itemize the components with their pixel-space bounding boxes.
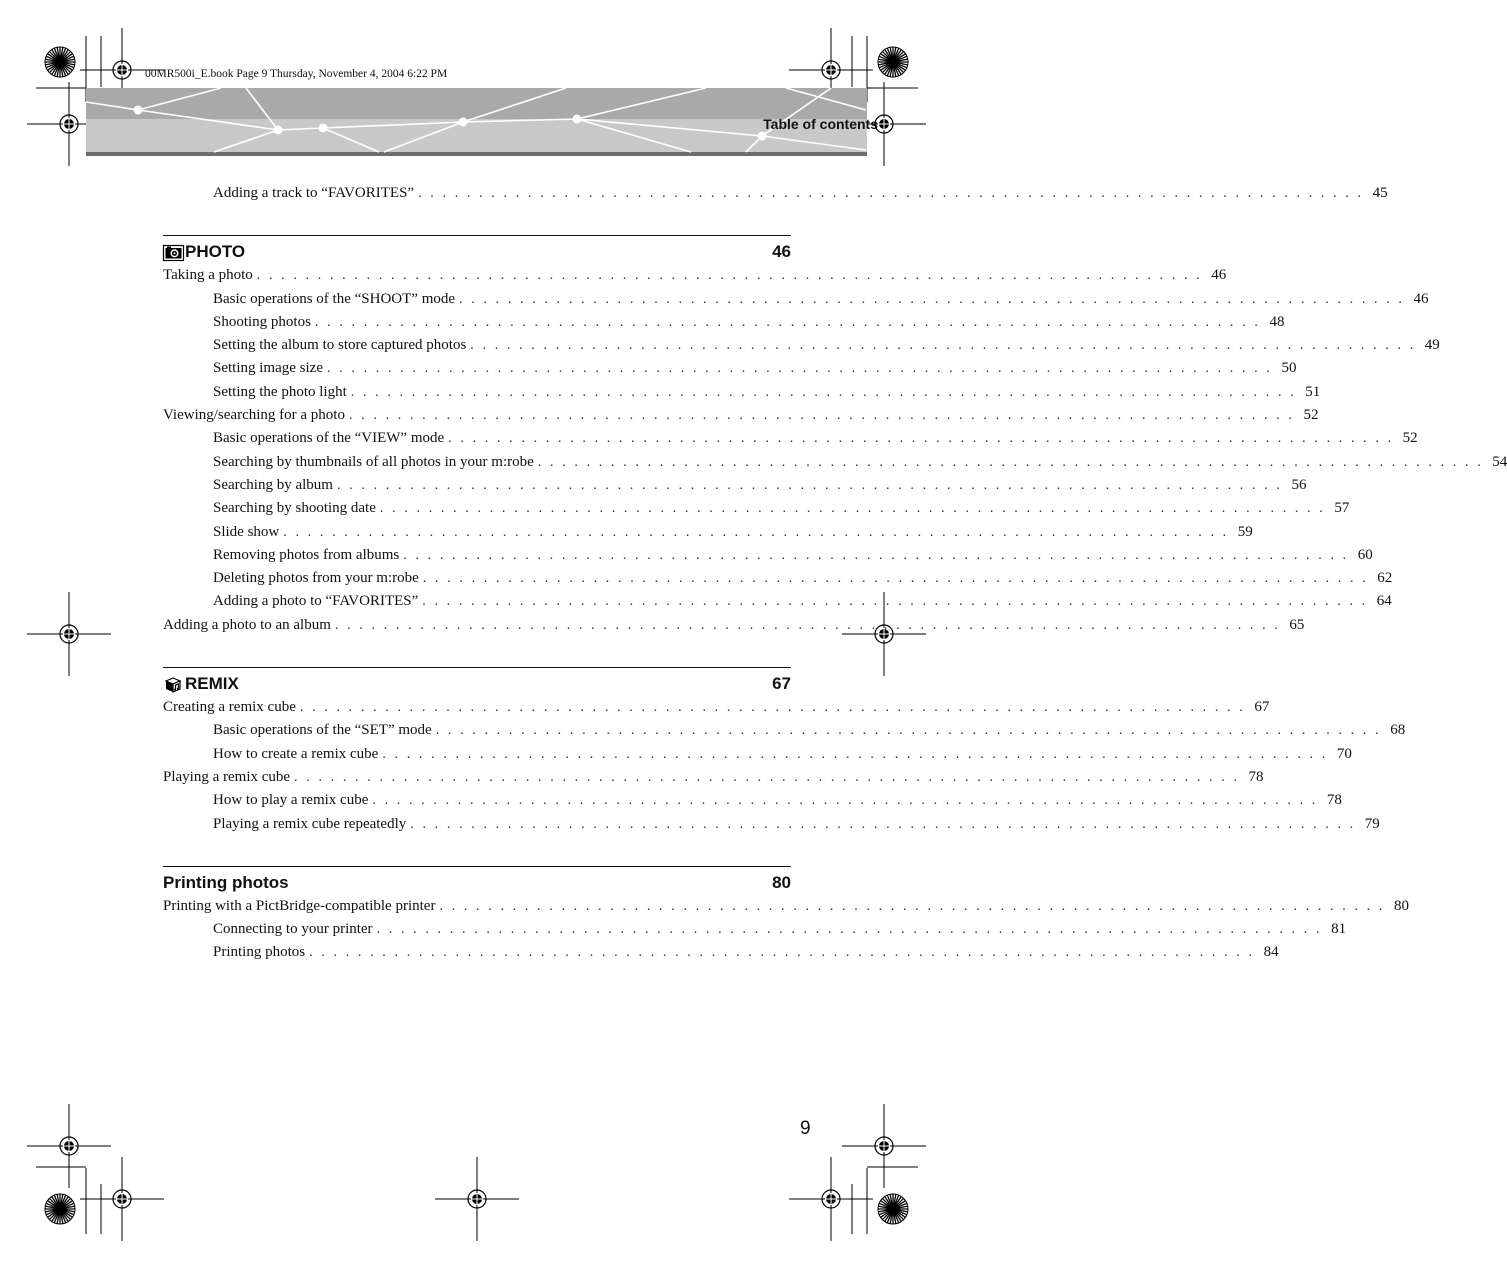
running-header-title: Table of contents xyxy=(763,116,878,132)
dot-leader: . . . . . . . . . . . . . . . . . . . . . . . . . . . . . . . . . . . . . . . . . . . . . . . . . . . . . . . . . . . . . . . . . . . . . . . . . . . . . . xyxy=(537,454,1484,470)
dot-leader: . . . . . . . . . . . . . . . . . . . . . . . . . . . . . . . . . . . . . . . . . . . . . . . . . . . . . . . . . . . . . . . . . . . . . . . . . . . . . . xyxy=(403,547,1349,563)
toc-entry[interactable] xyxy=(163,497,1350,520)
camera-icon xyxy=(163,244,184,261)
toc-entry-page: 52 xyxy=(1303,407,1319,424)
toc-entry[interactable] xyxy=(163,544,1373,567)
starburst-mark-bottom-left xyxy=(45,1194,75,1224)
toc-entry[interactable] xyxy=(163,381,1321,404)
section-title: REMIX xyxy=(185,674,239,694)
toc-entry-page: 52 xyxy=(1402,430,1418,447)
toc-entry[interactable] xyxy=(163,288,1429,311)
section-title-wrap xyxy=(163,674,239,694)
toc-entry-label: Searching by album xyxy=(213,476,333,493)
toc-entry[interactable] xyxy=(163,766,1264,789)
toc-entry[interactable] xyxy=(163,918,1347,941)
toc-entry-page: 78 xyxy=(1248,768,1264,785)
toc-entry-label: How to play a remix cube xyxy=(213,792,369,809)
toc-entry[interactable] xyxy=(163,404,1319,427)
toc-entry-page: 56 xyxy=(1291,476,1307,493)
crosshair-mark xyxy=(27,1104,111,1188)
toc-entry-label: Adding a photo to an album xyxy=(163,616,331,633)
dot-leader: . . . . . . . . . . . . . . . . . . . . . . . . . . . . . . . . . . . . . . . . . . . . . . . . . . . . . . . . . . . . . . . . . . . . . . . . . . . . . . xyxy=(283,524,1229,540)
toc-entry-label: Deleting photos from your m:robe xyxy=(213,570,419,587)
dot-leader: . . . . . . . . . . . . . . . . . . . . . . . . . . . . . . . . . . . . . . . . . . . . . . . . . . . . . . . . . . . . . . . . . . . . . . . . . . . . . . xyxy=(348,408,1295,424)
dot-leader: . . . . . . . . . . . . . . . . . . . . . . . . . . . . . . . . . . . . . . . . . . . . . . . . . . . . . . . . . . . . . . . . . . . . . . . . . . . . . . xyxy=(470,338,1416,354)
toc-entry-label: Printing photos xyxy=(213,944,306,961)
dot-leader: . . . . . . . . . . . . . . . . . . . . . . . . . . . . . . . . . . . . . . . . . . . . . . . . . . . . . . . . . . . . . . . . . . . . . . . . . . . . . . xyxy=(314,314,1261,330)
section-heading[interactable] xyxy=(163,672,791,696)
toc-entry[interactable] xyxy=(163,451,1507,474)
toc-entry-label: Printing with a PictBridge-compatible printer xyxy=(163,897,436,914)
toc-entry-label: Basic operations of the “SHOOT” mode xyxy=(213,290,456,307)
toc-entry-label: Shooting photos xyxy=(213,313,311,330)
toc-entry-label: Searching by thumbnails of all photos in your m:robe xyxy=(213,453,534,470)
toc-entry[interactable] xyxy=(163,334,1440,357)
toc-entry-page: 62 xyxy=(1377,570,1393,587)
toc-entry-label: Playing a remix cube xyxy=(163,768,291,785)
dot-leader: . . . . . . . . . . . . . . . . . . . . . . . . . . . . . . . . . . . . . . . . . . . . . . . . . . . . . . . . . . . . . . . . . . . . . . . . . . . . . . xyxy=(309,945,1255,961)
dot-leader: . . . . . . . . . . . . . . . . . . . . . . . . . . . . . . . . . . . . . . . . . . . . . . . . . . . . . . . . . . . . . . . . . . . . . . . . . . . . . . xyxy=(382,746,1328,762)
toc-entry[interactable] xyxy=(163,719,1406,742)
dot-leader: . . . . . . . . . . . . . . . . . . . . . . . . . . . . . . . . . . . . . . . . . . . . . . . . . . . . . . . . . . . . . . . . . . . . . . . . . . . . . . xyxy=(350,384,1297,400)
dot-leader: . . . . . . . . . . . . . . . . . . . . . . . . . . . . . . . . . . . . . . . . . . . . . . . . . . . . . . . . . . . . . . . . . . . . . . . . . . . . . . xyxy=(379,501,1326,517)
toc-entry[interactable] xyxy=(163,813,1380,836)
toc-entry-label: Taking a photo xyxy=(163,267,253,284)
dot-leader: . . . . . . . . . . . . . . . . . . . . . . . . . . . . . . . . . . . . . . . . . . . . . . . . . . . . . . . . . . . . . . . . . . . . . . . . . . . . . . xyxy=(448,431,1394,447)
toc-entry[interactable] xyxy=(163,521,1253,544)
toc-entry[interactable] xyxy=(163,357,1297,380)
toc-entry-page: 49 xyxy=(1424,337,1440,354)
header-banner xyxy=(86,88,867,156)
toc-entry-page: 60 xyxy=(1357,546,1373,563)
crosshair-mark xyxy=(27,592,111,676)
dot-leader: . . . . . . . . . . . . . . . . . . . . . . . . . . . . . . . . . . . . . . . . . . . . . . . . . . . . . . . . . . . . . . . . . . . . . . . . . . . . . . xyxy=(422,571,1369,587)
toc-entry-label: Setting the photo light xyxy=(213,383,347,400)
toc-entry-page: 57 xyxy=(1334,500,1350,517)
remix-cube-icon xyxy=(163,676,184,693)
toc-entry-label: Adding a photo to “FAVORITES” xyxy=(213,593,419,610)
toc-entry-label: Creating a remix cube xyxy=(163,699,296,716)
starburst-mark-top-left xyxy=(45,47,75,77)
toc-entry-label: Basic operations of the “SET” mode xyxy=(213,722,432,739)
crosshair-mark xyxy=(789,1157,873,1241)
toc-entry-label: Adding a track to “FAVORITES” xyxy=(213,185,415,201)
toc-entry-label: Removing photos from albums xyxy=(213,546,400,563)
dot-leader: . . . . . . . . . . . . . . . . . . . . . . . . . . . . . . . . . . . . . . . . . . . . . . . . . . . . . . . . . . . . . . . . . . . . . . . . . . . . . . xyxy=(459,291,1405,307)
dot-leader: . . . . . . . . . . . . . . . . . . . . . . . . . . . . . . . . . . . . . . . . . . . . . . . . . . . . . . . . . . . . . . . . . . . . . . . . . . . . . . xyxy=(422,594,1368,610)
toc-entry-page: 67 xyxy=(1254,699,1270,716)
dot-leader: . . . . . . . . . . . . . . . . . . . . . . . . . . . . . . . . . . . . . . . . . . . . . . . . . . . . . . . . . . . . . . . . . . . . . . . . . . . . . . xyxy=(376,922,1323,938)
dot-leader: . . . . . . . . . . . . . . . . . . . . . . . . . . . . . . . . . . . . . . . . . . . . . . . . . . . . . . . . . . . . . . . . . . . . . . . . . . . . . . xyxy=(256,268,1203,284)
section-title: Printing photos xyxy=(163,872,289,892)
page-number: 9 xyxy=(800,1118,811,1139)
section-title-wrap xyxy=(163,873,289,893)
toc-entry-page: 84 xyxy=(1263,944,1279,961)
dot-leader: . . . . . . . . . . . . . . . . . . . . . . . . . . . . . . . . . . . . . . . . . . . . . . . . . . . . . . . . . . . . . . . . . . . . . . . . . . . . . . xyxy=(326,361,1273,377)
toc-entry-label: Playing a remix cube repeatedly xyxy=(213,815,407,832)
crosshair-mark xyxy=(435,1157,519,1241)
section-page: 46 xyxy=(772,242,791,262)
toc-entry-page: 59 xyxy=(1237,523,1253,540)
toc-entry-page: 46 xyxy=(1211,267,1227,284)
toc-entry[interactable] xyxy=(163,789,1342,812)
toc-entry-page: 79 xyxy=(1364,815,1380,832)
toc-entry-page: 64 xyxy=(1376,593,1392,610)
starburst-mark-bottom-right xyxy=(878,1194,908,1224)
toc-entry-page: 51 xyxy=(1305,383,1321,400)
toc-entry-label: Viewing/searching for a photo xyxy=(163,407,345,424)
toc-entry-page: 78 xyxy=(1326,792,1342,809)
table-of-contents xyxy=(163,182,1507,965)
dot-leader: . . . . . . . . . . . . . . . . . . . . . . . . . . . . . . . . . . . . . . . . . . . . . . . . . . . . . . . . . . . . . . . . . . . . . . . . . . . . . . xyxy=(334,617,1281,633)
dot-leader: . . . . . . . . . . . . . . . . . . . . . . . . . . . . . . . . . . . . . . . . . . . . . . . . . . . . . . . . . . . . . . . . . . . . . . . . . . . . . . xyxy=(410,816,1356,832)
section-title: PHOTO xyxy=(185,242,246,262)
starburst-mark-top-right xyxy=(878,47,908,77)
print-info-line: 00MR500i_E.book Page 9 Thursday, November 4, 2004 6:22 PM xyxy=(145,68,448,80)
toc-entry-page: 81 xyxy=(1331,921,1347,938)
crosshair-mark xyxy=(842,1104,926,1188)
section-page: 80 xyxy=(772,872,791,892)
section-heading[interactable] xyxy=(163,240,791,264)
toc-entry-label: How to create a remix cube xyxy=(213,745,379,762)
toc-entry[interactable] xyxy=(163,264,1227,287)
toc-entry[interactable] xyxy=(163,743,1352,766)
dot-leader: . . . . . . . . . . . . . . . . . . . . . . . . . . . . . . . . . . . . . . . . . . . . . . . . . . . . . . . . . . . . . . . . . . . . . . . . . . . . . . xyxy=(299,700,1246,716)
toc-entry-page: 70 xyxy=(1336,745,1352,762)
toc-entry-page: 65 xyxy=(1289,616,1305,633)
dot-leader: . . . . . . . . . . . . . . . . . . . . . . . . . . . . . . . . . . . . . . . . . . . . . . . . . . . . . . . . . . . . . . . . . . . . . . . . . . . . . . xyxy=(372,793,1318,809)
toc-entry[interactable] xyxy=(163,311,1285,334)
crosshair-mark xyxy=(80,1157,164,1241)
toc-entry[interactable] xyxy=(163,182,1388,205)
dot-leader: . . . . . . . . . . . . . . . . . . . . . . . . . . . . . . . . . . . . . . . . . . . . . . . . . . . . . . . . . . . . . . . . . . . . . . . . . . . . . . xyxy=(418,186,1364,201)
section-page: 67 xyxy=(772,674,791,694)
toc-entry-page: 50 xyxy=(1281,360,1297,377)
toc-entry[interactable] xyxy=(163,474,1307,497)
toc-entry-label: Connecting to your printer xyxy=(213,921,373,938)
toc-section xyxy=(163,866,1409,965)
toc-entry[interactable] xyxy=(163,941,1279,964)
toc-entry-page: 68 xyxy=(1390,722,1406,739)
toc-entry-page: 46 xyxy=(1413,290,1429,307)
toc-section xyxy=(163,667,1406,836)
toc-entry-page: 80 xyxy=(1393,897,1409,914)
toc-entry[interactable] xyxy=(163,567,1393,590)
toc-entry[interactable] xyxy=(163,590,1392,613)
toc-entry-label: Searching by shooting date xyxy=(213,500,376,517)
toc-entry[interactable] xyxy=(163,696,1270,719)
section-title-wrap xyxy=(163,242,245,262)
toc-entry[interactable] xyxy=(163,427,1418,450)
toc-section xyxy=(163,235,1507,637)
dot-leader: . . . . . . . . . . . . . . . . . . . . . . . . . . . . . . . . . . . . . . . . . . . . . . . . . . . . . . . . . . . . . . . . . . . . . . . . . . . . . . xyxy=(435,723,1382,739)
section-heading[interactable] xyxy=(163,871,791,895)
dot-leader: . . . . . . . . . . . . . . . . . . . . . . . . . . . . . . . . . . . . . . . . . . . . . . . . . . . . . . . . . . . . . . . . . . . . . . . . . . . . . . xyxy=(439,898,1385,914)
toc-entry-label: Setting the album to store captured photos xyxy=(213,337,467,354)
toc-entry-page: 48 xyxy=(1269,313,1285,330)
toc-entry-label: Basic operations of the “VIEW” mode xyxy=(213,430,445,447)
toc-entry[interactable] xyxy=(163,895,1409,918)
toc-entry-page: 45 xyxy=(1372,185,1388,201)
toc-entry-label: Setting image size xyxy=(213,360,323,377)
toc-entry-page: 54 xyxy=(1492,453,1507,470)
toc-entry[interactable] xyxy=(163,614,1305,637)
toc-entry-label: Slide show xyxy=(213,523,280,540)
dot-leader: . . . . . . . . . . . . . . . . . . . . . . . . . . . . . . . . . . . . . . . . . . . . . . . . . . . . . . . . . . . . . . . . . . . . . . . . . . . . . . xyxy=(294,769,1240,785)
dot-leader: . . . . . . . . . . . . . . . . . . . . . . . . . . . . . . . . . . . . . . . . . . . . . . . . . . . . . . . . . . . . . . . . . . . . . . . . . . . . . . xyxy=(336,477,1283,493)
